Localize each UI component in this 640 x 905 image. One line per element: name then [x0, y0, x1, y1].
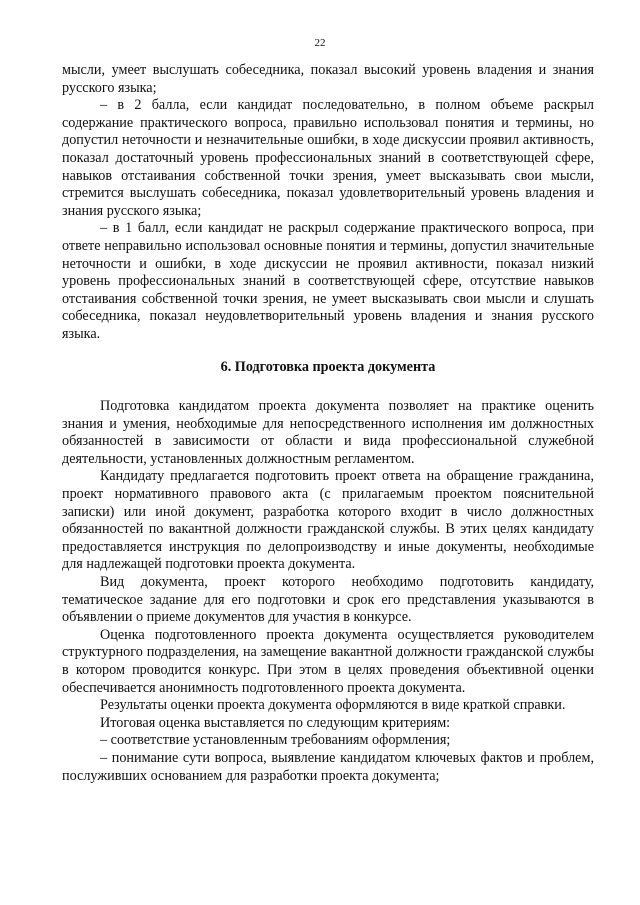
document-body: [62, 62, 594, 785]
criteria-list-item: – соответствие установленным требованиям оформления;: [100, 732, 451, 749]
criteria-list-item: – понимание сути вопроса, выявление кандидатом ключевых фактов и проблем, послуживших основанием для разработки проекта документа;: [62, 749, 594, 784]
document-paragraph: Результаты оценки проекта документа оформляются в виде краткой справки.: [100, 697, 566, 714]
intro-continuation-paragraph: мысли, умеет выслушать собеседника, показал высокий уровень владения и знания русского языка;: [62, 62, 594, 96]
page-number: 22: [314, 37, 326, 49]
section-heading: 6. Подготовка проекта документа: [220, 358, 436, 375]
document-paragraph: Кандидату предлагается подготовить проект ответа на обращение гражданина, проект нормативного правового акта (с прилагаемым проектом пояснительной записки) или иной документ, разработка которого входит в число должностных обязанностей по вакантной должности гражданской службы. В этих целях кандидату предоставляется инструкция по делопроизводству и иные документы, необходимые для надлежащей подготовки проекта документа.: [62, 468, 594, 573]
score-2-paragraph: – в 2 балла, если кандидат последовательно, в полном объеме раскрыл содержание практического вопроса, правильно использовал понятия и термины, но допустил неточности и незначительные ошибки, в ходе дискуссии проявил активность, показал достаточный уровень профессиональных знаний в соответствующей сфере, навыков отстаивания собственной точки зрения, умеет высказывать свои мысли, стремится выслушать собеседника, показал удовлетворительный уровень владения и знания русского языка;: [62, 97, 594, 219]
score-1-paragraph: – в 1 балл, если кандидат не раскрыл содержание практического вопроса, при ответе неправильно использовал основные понятия и термины, допустил значительные неточности и ошибки, в ходе дискуссии не проявил активности, показал низкий уровень профессиональных знаний в соответствующей сфере, отсутствие навыков отстаивания собственной точки зрения, не умеет высказывать свои мысли и слушать собеседника, показал неудовлетворительный уровень владения и знания русского языка.: [62, 220, 594, 342]
document-paragraph: Подготовка кандидатом проекта документа позволяет на практике оценить знания и умения, необходимые для непосредственного исполнения им должностных обязанностей в зависимости от области и вида профессиональной служебной деятельности, установленных должностным регламентом.: [62, 398, 594, 467]
document-paragraph: Оценка подготовленного проекта документа осуществляется руководителем структурного подразделения, на замещение вакантной должности гражданской службы в котором проводится конкурс. При этом в целях проведения объективной оценки обеспечивается анонимность подготовленного проекта документа.: [62, 626, 594, 696]
criteria-intro-paragraph: Итоговая оценка выставляется по следующим критериям:: [100, 714, 451, 731]
document-paragraph: Вид документа, проект которого необходимо подготовить кандидату, тематическое задание для его подготовки и срок его представления указываются в объявлении о приеме документов для участия в конкурсе.: [62, 574, 594, 626]
